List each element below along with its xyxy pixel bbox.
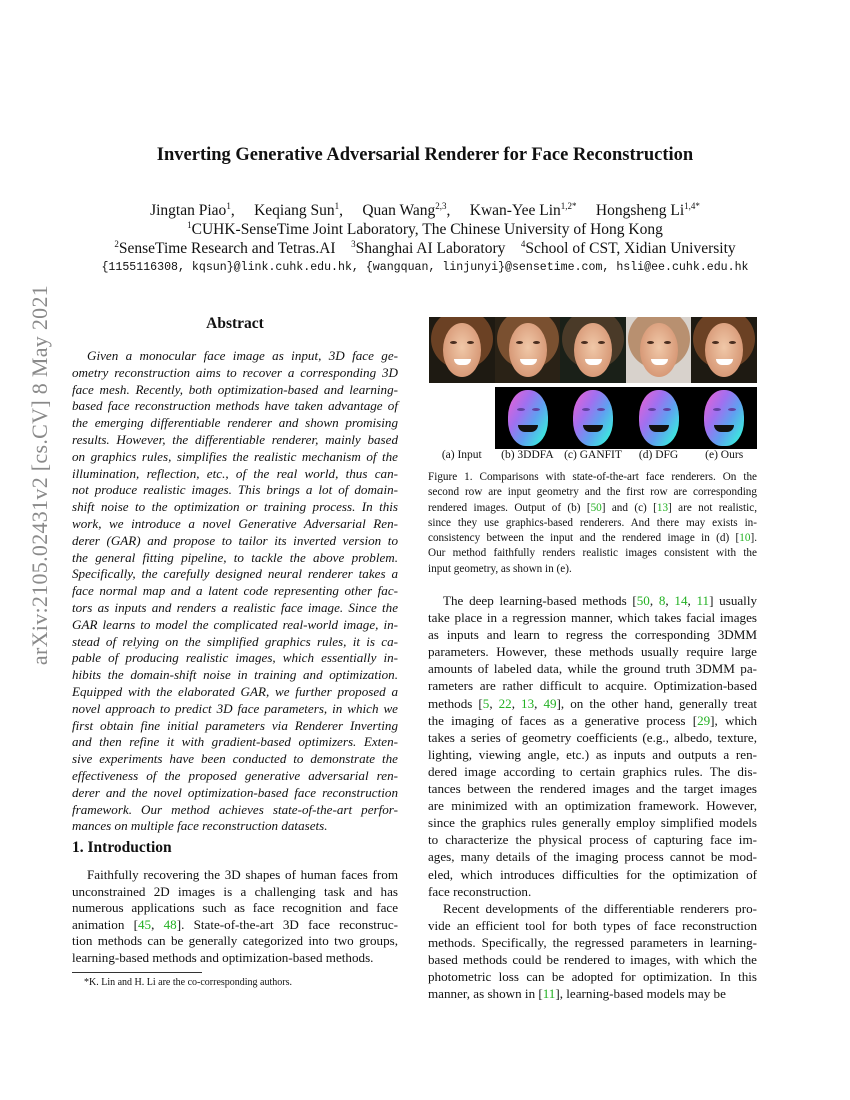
text-line: sive experiments have been conducted to demonstrate the [72, 751, 398, 767]
footnote-rule [72, 972, 202, 973]
text-line: the imaging of faces as a generative process [29], which [428, 712, 758, 728]
citation-link[interactable]: 29 [697, 712, 711, 728]
text-line: unconstrained 2D images is a challenging task and has [72, 883, 398, 899]
normal-map-image [626, 387, 692, 449]
text-line: illumination, reflection, etc., of the real world, thus can- [72, 465, 398, 481]
text-line: learning-based methods and optimization-based methods. [72, 949, 374, 965]
text-line: pable of producing realistic images, which essentially in- [72, 650, 398, 666]
text-line: dered image according to certain graphics rules. The dis- [428, 763, 757, 779]
figure-1-image-grid [429, 317, 757, 449]
normal-map-image [495, 387, 561, 449]
author: Keqiang Sun$^1$ [254, 201, 340, 220]
citation-link[interactable]: 22 [498, 695, 512, 711]
text-line: stead of relying on the simplified graphics rules, it is ca- [72, 633, 398, 649]
author-list: Jingtan Piao$^1$, Keqiang Sun$^1$, Quan Wang$^{2,3}$, Kwan-Yee Lin$^{1,2*}$ Hongsheng $Li^{1,4*}$ [150, 201, 700, 220]
right-column-body [428, 592, 757, 1002]
text-line: and then refine it with gradient-based optimizers. Exten- [72, 734, 398, 750]
affiliations-2-4 [0, 239, 850, 258]
text-line: effectiveness of the proposed generative adversarial ren- [72, 767, 398, 783]
text-line: hibits the domain-shift noise in training and optimization. [72, 667, 398, 683]
citation-link[interactable]: 50 [636, 593, 650, 608]
text-line: ages, many details of the imaging process cannot be mod- [428, 849, 757, 865]
text-line: derer and the novel optimization-based face reconstruction [72, 784, 398, 800]
text-line: results. However, the differentiable renderer, mainly based [72, 431, 398, 447]
rendered-face-image [626, 317, 692, 383]
author-sup: 1 [226, 201, 231, 211]
text-line: Specifically, the carefully designed neural renderer takes a [72, 566, 398, 582]
text-line: Recent developments of the differentiable renderers pro- [443, 900, 757, 916]
figure-label: (b) 3DDFA [501, 449, 554, 461]
text-line: are minimized with an optimization framework. However, [428, 798, 757, 814]
text-line: face normal map and a latent code representing other fac- [72, 583, 398, 599]
introduction-body [72, 867, 398, 966]
text-line: novel approach to predict 3D face parameters, in which we [72, 700, 398, 716]
text-line: tors as inputs and renders a realistic face image. Since the [72, 599, 398, 615]
rendered-face-image [495, 317, 561, 383]
figure-1-labels [429, 449, 757, 461]
affiliation-text: SenseTime Research and Tetras.AI [118, 240, 336, 258]
citation-link[interactable]: 10 [739, 532, 751, 545]
citation-link[interactable]: 50 [590, 501, 602, 514]
affiliation-text: Shanghai AI Laboratory [355, 240, 506, 258]
affiliation-sup: 4 [520, 239, 526, 249]
text-line: input geometry, as shown in (e). [428, 562, 572, 575]
affiliation-1 [0, 220, 850, 239]
citation-link[interactable]: 49 [543, 695, 557, 711]
text-line: face mesh. Recently, both optimization-based and learning- [72, 381, 398, 397]
text-line: framework. Our method achieves state-of-the-art perfor- [72, 801, 398, 817]
text-line: work, we introduce a novel Generative Adversarial Ren- [72, 515, 398, 531]
citation-link[interactable]: 45 [137, 916, 152, 932]
text-line: Figure 1. Comparisons with state-of-the-art face renderers. On the [428, 471, 757, 483]
text-line: tion methods can be generally categorized into two groups, [72, 933, 398, 948]
abstract-body [72, 348, 398, 835]
text-line: since the graphics rules generally employ simplified models [428, 815, 757, 831]
citation-link[interactable]: 13 [521, 695, 535, 711]
text-line: Our method faithfully renders realistic images consistent with the [428, 547, 757, 560]
citation-link[interactable]: 8 [658, 593, 666, 608]
text-line: rameters are rather difficult to acquire. Optimization-based [428, 678, 757, 694]
text-line: tances between the rendered images and the target images [428, 781, 757, 797]
author-sup: 1,2* [560, 201, 577, 211]
author-sup: 1 [334, 201, 340, 211]
text-line: consistency between the input and the rendered image in (d) [10]. [428, 532, 757, 545]
rendered-face-image [429, 317, 495, 383]
text-line: parameters. However, these methods usually require large [428, 644, 757, 660]
figure-1-caption [428, 470, 757, 577]
figure-label: (c) GANFIT [564, 449, 622, 461]
affiliation-sup: 3 [351, 239, 356, 249]
text-line: photometric loss can be adopted for optimization. In this [428, 969, 757, 985]
arxiv-identifier: arXiv:2105.02431v2 [cs.CV] 8 May 2021 [27, 284, 52, 666]
text-line: Faithfully recovering the 3D shapes of human faces from [87, 867, 398, 882]
rendered-face-image [691, 317, 757, 383]
author: Kwan-Yee Lin$^{1,2*}$ [469, 201, 577, 220]
text-line: as inputs and learn to regress the corresponding 3DMM [428, 627, 757, 643]
text-line: rendered images. Output of (b) [50] and (c) [13] are not realistic, [428, 501, 758, 514]
text-line: Given a monocular face image as input, 3D face ge- [87, 348, 398, 363]
text-line: mances on multiple face reconstruction datasets. [72, 818, 328, 834]
text-line: to characterize the physical process of capturing face im- [428, 832, 757, 848]
author: Quan Wang$^{2,3}$ [362, 201, 447, 220]
text-line: lighting, viewing angle, etc.) as inputs and outputs a ren- [428, 746, 757, 762]
text-line: derer (GAR) and propose to tailor its inverted version to [72, 532, 398, 548]
normal-map-image [691, 387, 757, 449]
abstract-heading: Abstract [206, 315, 264, 332]
citation-link[interactable]: 11 [542, 986, 556, 1002]
figure-label: (d) DFG [638, 449, 679, 461]
text-line: eled, which introduces difficulties for the optimization of [428, 866, 757, 882]
text-line: manner, as shown in [11], learning-based models may be [428, 986, 726, 1002]
text-line: on graphics rules, simplifies the realistic mechanism of the [72, 448, 398, 464]
footnote: *K. Lin and H. Li are the co-corresponding authors. [84, 977, 292, 988]
text-line: The deep learning-based methods [50, 8, 14, 11] usually [443, 593, 758, 608]
text-line: animation [45, 48]. State-of-the-art 3D face reconstruc- [72, 916, 399, 932]
citation-link[interactable]: 11 [696, 593, 710, 608]
paper-title: Inverting Generative Adversarial Renderer for Face Reconstruction [156, 145, 694, 165]
author-sup: 2,3 [435, 201, 447, 211]
figure-label: (e) Ours [705, 449, 744, 461]
author-emails: {1155116308, kqsun}@link.cuhk.edu.hk, {wangquan, linjunyi}@sensetime.com, hsli@ee.cuhk.edu.hk [101, 261, 749, 274]
author: Hongsheng $Li^{1,4*}$ [595, 201, 700, 220]
author: Jingtan Piao$^1$ [150, 201, 231, 220]
affiliation-sup: 2 [114, 239, 119, 249]
text-line: methods. Specifically, the regressed parameters in learning- [428, 934, 757, 950]
text-line: based methods could be rendered to images, with which the [428, 951, 757, 967]
text-line: since they use graphics-based renderers. And there may exists in- [428, 516, 757, 529]
affiliation-text: CUHK-SenseTime Joint Laboratory, The Chinese University of Hong Kong [191, 221, 663, 239]
affiliation-text: School of CST, Xidian University [525, 240, 736, 258]
citation-link[interactable]: 14 [674, 593, 688, 608]
text-line: numerous applications such as face recognition and face [72, 900, 398, 915]
text-line: GAR learns to model the complicated real-world image, in- [72, 616, 398, 632]
citation-link[interactable]: 13 [656, 501, 669, 514]
text-line: methods [5, 22, 13, 49], on the other hand, generally treat [428, 695, 758, 711]
text-line: the general fitting pipeline, to tackle the above problem. [72, 549, 398, 565]
text-line: shift noise to the optimization or training process. In this [72, 499, 398, 515]
text-line: second row are input geometry and the first row are corresponding [428, 486, 757, 499]
normal-map-image [560, 387, 626, 449]
figure-label: (a) Input [441, 449, 482, 461]
text-line: takes a series of geometry coefficients (e.g., albedo, texture, [428, 729, 757, 745]
text-line: Equipped with the elaborated GAR, we further proposed a [72, 683, 398, 699]
text-line: ometry reconstruction aims to recover a corresponding 3D [72, 364, 398, 380]
citation-link[interactable]: 5 [482, 695, 490, 711]
text-line: amounts of labeled data, while the ground truth 3DMM pa- [428, 661, 757, 677]
introduction-heading: 1. Introduction [72, 839, 172, 856]
author-sup: 1,4* [684, 201, 700, 211]
affiliation-sup: 1 [187, 220, 192, 230]
text-line: face reconstruction. [428, 883, 532, 899]
text-line: the emerging differentiable renderer and shown promising [72, 415, 398, 431]
rendered-face-image [560, 317, 626, 383]
text-line: not produce realistic images. This brings a lot of domain- [72, 482, 398, 498]
text-line: first obtain fine initial parameters via Renderer Inverting [72, 717, 398, 733]
text-line: take place in a regression manner, which takes facial images [428, 610, 757, 626]
text-line: vide an efficient tool for both types of face reconstruction [428, 917, 757, 933]
text-line: based face reconstruction methods have taken advantage of [72, 398, 398, 414]
citation-link[interactable]: 48 [163, 916, 177, 932]
